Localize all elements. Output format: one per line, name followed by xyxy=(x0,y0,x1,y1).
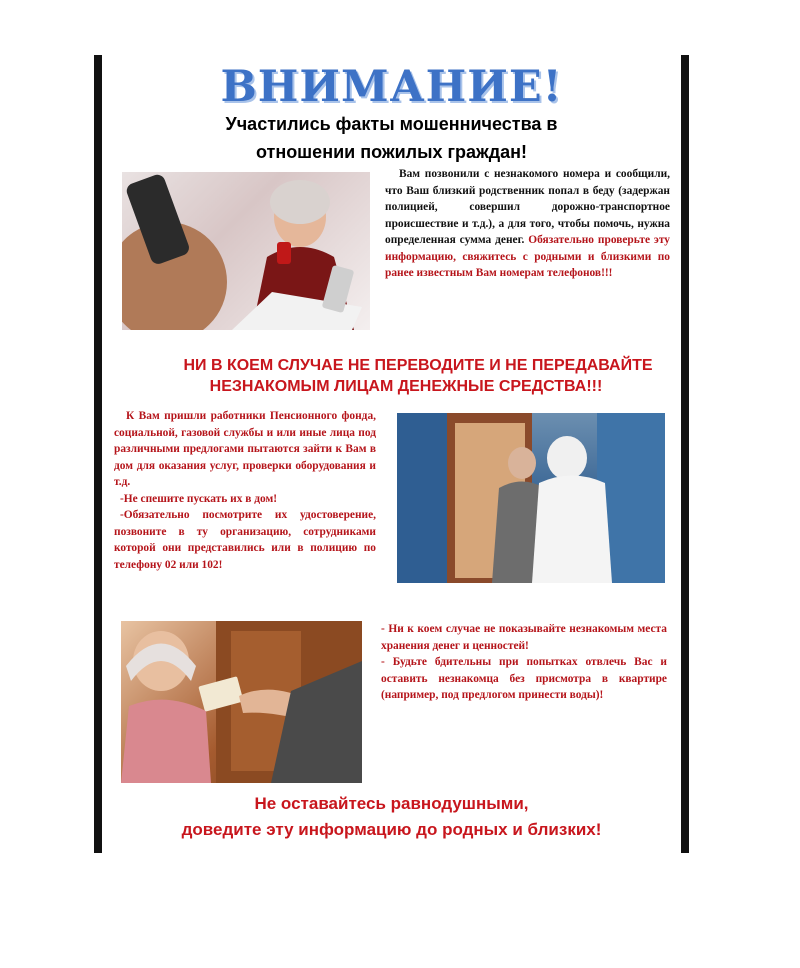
photo-elderly-woman-on-phone xyxy=(122,172,370,330)
poster-title: ВНИМАНИЕ! xyxy=(220,62,563,112)
right-border-line xyxy=(681,55,689,853)
left-border-line xyxy=(94,55,102,853)
phone-scam-paragraph xyxy=(385,166,670,282)
phone-scam-text: Вам позвонили с незнакомого номера и сообщили, что Ваш близкий родственник попал в беду (задержан полицией, совершил дорожно-транспортное происшествие и т.д.), а для того, чтобы помочь, нужна определенная сумма денег. xyxy=(385,168,670,246)
footer-line1: Не оставайтесь равнодушными, xyxy=(254,794,529,813)
home-visit-dont-hurry: -Не спешите пускать их в дом! xyxy=(120,492,278,505)
warning-line1: НИ В КОЕМ СЛУЧАЕ НЕ ПЕРЕВОДИТЕ И НЕ ПЕРЕДАВАЙТЕ xyxy=(183,357,653,374)
money-safety-paragraph xyxy=(381,621,667,704)
footer-line2: доведите эту информацию до родных и близких! xyxy=(181,820,602,839)
money-safety-line1: - Ни к коем случае не показывайте незнакомым места хранения денег и ценностей! xyxy=(381,623,667,652)
home-visit-text: К Вам пришли работники Пенсионного фонда, социальной, газовой службы и или иные лица под различными предлогами пытаются зайти к Вам в дом для оказания услуг, проверки оборудования и т.д. xyxy=(114,410,376,488)
money-safety-line2: - Будьте бдительны при попытках отвлечь Вас и оставить незнакомца без присмотра в квартире (например, под предлогом принести воды)! xyxy=(381,656,667,701)
photo-visitor-at-door xyxy=(397,413,665,583)
photo-handing-over-money xyxy=(121,621,362,783)
poster-subtitle-line1: Участились факты мошенничества в xyxy=(225,114,558,134)
warning-line2: НЕЗНАКОМЫМ ЛИЦАМ ДЕНЕЖНЫЕ СРЕДСТВА!!! xyxy=(209,378,603,395)
home-visit-check-id: -Обязательно посмотрите их удостоверение, позвоните в ту организацию, сотрудниками которой они представились или в полицию по телефону 02 или 102! xyxy=(114,509,376,571)
poster-subtitle-line2: отношении пожилых граждан! xyxy=(255,142,528,162)
home-visit-paragraph xyxy=(114,408,376,573)
phone-scam-advice: Обязательно проверьте эту информацию, свяжитесь с родными и близкими по ранее известным Вам номерам телефонов!!! xyxy=(385,234,670,279)
